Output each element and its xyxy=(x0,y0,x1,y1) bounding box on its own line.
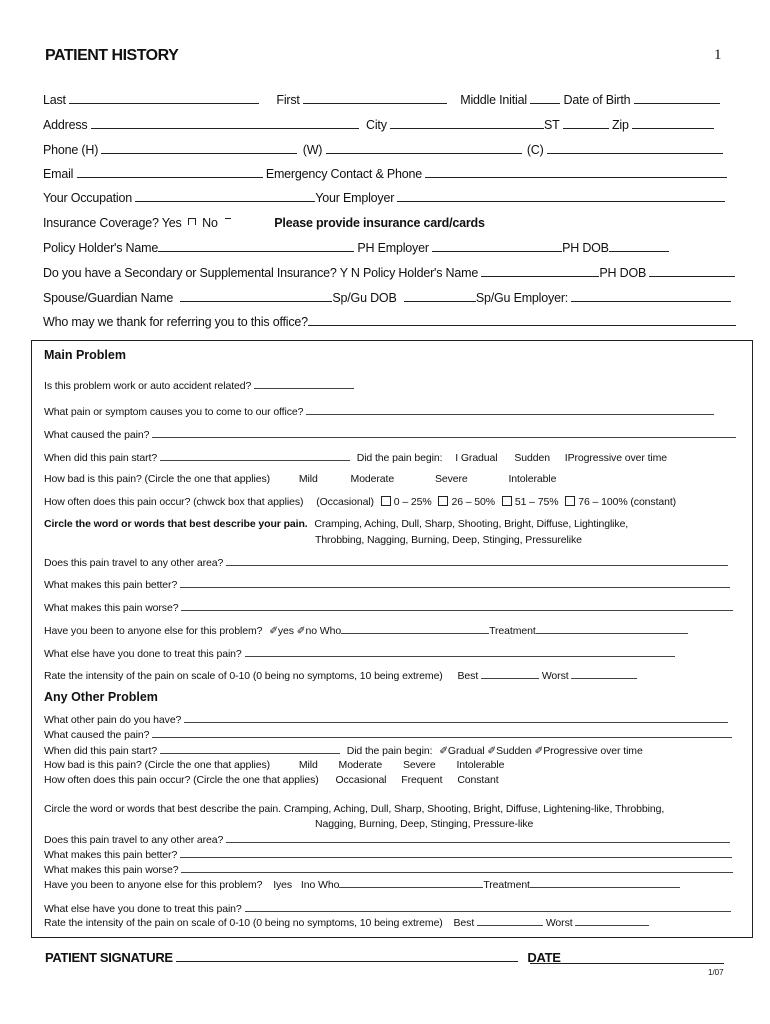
worst-label: Worst xyxy=(541,670,569,682)
occupation-row xyxy=(43,190,725,205)
occasional-label: (Occasional) xyxy=(316,496,374,508)
policy-holder-row xyxy=(43,240,669,255)
other-who-field[interactable] xyxy=(339,878,483,888)
ph-employer-label: PH Employer xyxy=(357,241,429,255)
address-label: Address xyxy=(43,118,88,132)
email-row xyxy=(43,166,727,181)
last-name-row xyxy=(43,92,720,107)
other-describe-words-2[interactable]: Nagging, Burning, Deep, Stinging, Pressure-like xyxy=(315,818,534,830)
first-label: First xyxy=(276,93,300,107)
best-field[interactable] xyxy=(481,669,539,679)
freq-checkbox-4[interactable] xyxy=(565,496,575,506)
other-travel-label: Does this pain travel to any other area? xyxy=(44,834,224,846)
other-what-else-label: What else have you done to treat this pain? xyxy=(44,903,242,915)
other-how-bad-row xyxy=(44,759,504,771)
work-auto-row xyxy=(44,379,354,392)
other-mild-option[interactable]: Mild xyxy=(298,759,318,771)
how-often-label: How often does this pain occur? (chwck box that applies) xyxy=(44,496,304,508)
other-gradual-option[interactable]: Gradual xyxy=(447,745,485,757)
main-problem-heading: Main Problem xyxy=(44,348,126,362)
work-auto-label: Is this problem work or auto accident related? xyxy=(44,380,252,392)
rate-row xyxy=(44,669,637,682)
other-anyone-row xyxy=(44,878,680,891)
first-name-field[interactable] xyxy=(303,92,447,104)
rate-label: Rate the intensity of the pain on scale of 0-10 (0 being no symptoms, 10 being extreme) xyxy=(44,670,443,682)
how-often-row xyxy=(44,496,676,508)
other-frequent-option[interactable]: Frequent xyxy=(401,774,443,786)
other-worse-field[interactable] xyxy=(181,863,733,873)
intolerable-option[interactable]: Intolerable xyxy=(508,473,557,485)
other-moderate-option[interactable]: Moderate xyxy=(338,759,383,771)
worse-row xyxy=(44,601,733,614)
referral-row xyxy=(43,314,736,329)
ph-dob2-label: PH DOB xyxy=(599,266,647,280)
other-no-option[interactable]: Ino xyxy=(300,879,316,891)
email-field[interactable] xyxy=(77,166,263,178)
what-else-field[interactable] xyxy=(245,647,675,657)
sudden-option[interactable]: Sudden xyxy=(514,452,550,464)
insurance-row xyxy=(43,216,485,230)
sp-employer-field[interactable] xyxy=(571,290,731,302)
zip-label: Zip xyxy=(611,118,629,132)
ph-dob-field[interactable] xyxy=(609,240,669,252)
who-field[interactable] xyxy=(341,624,489,634)
ph-dob2-field[interactable] xyxy=(649,265,735,277)
other-worse-row xyxy=(44,863,733,876)
date-field[interactable] xyxy=(530,963,724,964)
anyone-else-label: Have you been to anyone else for this problem? xyxy=(44,625,263,637)
phone-home-label: Phone (H) xyxy=(43,143,99,157)
state-field[interactable] xyxy=(563,117,609,129)
other-better-row xyxy=(44,848,732,861)
other-what-else-row xyxy=(44,902,731,915)
other-when-row: When did this pain start? Did the pain begin: ✐Gradual ✐Sudden ✐Progressive over time xyxy=(44,745,643,757)
who-label: Who xyxy=(319,625,342,637)
freq-option-2: 26 – 50% xyxy=(451,496,496,508)
severe-option[interactable]: Severe xyxy=(434,473,468,485)
other-what-label: What other pain do you have? xyxy=(44,714,182,726)
page-title: PATIENT HISTORY xyxy=(45,47,179,64)
secondary-insurance-row xyxy=(43,265,735,280)
other-treatment-label: Treatment xyxy=(483,879,530,891)
better-field[interactable] xyxy=(180,578,730,588)
phone-cell-field[interactable] xyxy=(547,142,723,154)
travel-row xyxy=(44,556,728,569)
policy-holder-label: Policy Holder's Name xyxy=(43,241,159,255)
gradual-option[interactable]: I Gradual xyxy=(455,452,498,464)
insurance-no-label: No xyxy=(202,216,218,230)
secondary-insurance-label: Do you have a Secondary or Supplemental Insurance? Y N Policy Holder's Name xyxy=(43,266,479,280)
other-better-field[interactable] xyxy=(180,848,732,858)
last-name-field[interactable] xyxy=(69,92,259,104)
describe-words-2[interactable]: Throbbing, Nagging, Burning, Deep, Stinging, Pressurelike xyxy=(315,534,582,546)
worse-field[interactable] xyxy=(181,601,733,611)
other-who-label: Who xyxy=(318,879,340,891)
other-best-label: Best xyxy=(453,917,475,929)
describe-label: Circle the word or words that best describe your pain. xyxy=(44,518,308,530)
progressive-option[interactable]: IProgressive over time xyxy=(564,452,668,464)
other-yes-option[interactable]: Iyes xyxy=(273,879,293,891)
what-else-row xyxy=(44,647,675,660)
city-label: City xyxy=(366,118,387,132)
other-what-field[interactable] xyxy=(184,713,728,723)
moderate-option[interactable]: Moderate xyxy=(350,473,395,485)
describe-words-1[interactable]: Cramping, Aching, Dull, Sharp, Shooting, Bright, Diffuse, Lightinglike, xyxy=(314,518,629,530)
sp-employer-label: Sp/Gu Employer: xyxy=(475,291,569,305)
how-bad-row xyxy=(44,473,556,485)
what-caused-label: What caused the pain? xyxy=(44,429,150,441)
describe-row xyxy=(44,518,628,530)
other-caused-field[interactable] xyxy=(152,728,732,738)
other-travel-field[interactable] xyxy=(226,833,730,843)
phone-row xyxy=(43,142,723,157)
travel-field[interactable] xyxy=(226,556,728,566)
insurance-yes-checkbox[interactable] xyxy=(188,218,196,225)
other-better-label: What makes this pain better? xyxy=(44,849,178,861)
travel-label: Does this pain travel to any other area? xyxy=(44,557,224,569)
freq-option-4: 76 – 100% (constant) xyxy=(578,496,677,508)
other-when-field[interactable] xyxy=(160,744,340,754)
secondary-holder-field[interactable] xyxy=(481,265,599,277)
occupation-field[interactable] xyxy=(135,190,315,202)
when-start-row xyxy=(44,451,667,464)
better-label: What makes this pain better? xyxy=(44,579,178,591)
referral-field[interactable] xyxy=(308,314,736,326)
insurance-no-checkbox[interactable] xyxy=(225,218,231,219)
other-constant-option[interactable]: Constant xyxy=(457,774,499,786)
other-sudden-option[interactable]: Sudden xyxy=(496,745,532,757)
how-bad-label: How bad is this pain? (Circle the one that applies) xyxy=(44,473,271,485)
signature-label: PATIENT SIGNATURE xyxy=(45,950,173,965)
phone-work-label: (W) xyxy=(302,143,323,157)
work-auto-field[interactable] xyxy=(254,379,354,389)
spouse-label: Spouse/Guardian Name xyxy=(43,291,174,305)
other-caused-row xyxy=(44,728,732,741)
spouse-row xyxy=(43,290,731,305)
revision-label: 1/07 xyxy=(708,968,724,977)
when-start-label: When did this pain start? xyxy=(44,452,158,464)
other-worst-field[interactable] xyxy=(575,916,649,926)
mild-option[interactable]: Mild xyxy=(298,473,318,485)
treatment-field[interactable] xyxy=(536,624,688,634)
what-pain-field[interactable] xyxy=(306,405,714,415)
policy-holder-field[interactable] xyxy=(158,240,354,252)
last-label: Last xyxy=(43,93,66,107)
sp-dob-label: Sp/Gu DOB xyxy=(332,291,397,305)
other-describe-words-1[interactable]: Circle the word or words that best describe the pain. Cramping, Aching, Dull, Sharp, Shooting, Bright, Diffuse, Lightening-like, Throbbing, xyxy=(44,803,665,815)
sp-dob-field[interactable] xyxy=(404,290,476,302)
phone-cell-label: (C) xyxy=(526,143,544,157)
insurance-note: Please provide insurance card/cards xyxy=(274,216,485,230)
other-how-often-row xyxy=(44,774,499,786)
phone-home-field[interactable] xyxy=(101,142,297,154)
address-field[interactable] xyxy=(91,117,359,129)
address-row xyxy=(43,117,714,132)
emergency-field[interactable] xyxy=(425,166,727,178)
best-label: Best xyxy=(457,670,479,682)
freq-option-3: 51 – 75% xyxy=(514,496,559,508)
ph-employer-field[interactable] xyxy=(432,240,562,252)
what-else-label: What else have you done to treat this pain? xyxy=(44,648,242,660)
other-caused-label: What caused the pain? xyxy=(44,729,150,741)
other-rate-label: Rate the intensity of the pain on scale of 0-10 (0 being no symptoms, 10 being extreme) xyxy=(44,917,443,929)
other-severe-option[interactable]: Severe xyxy=(402,759,436,771)
when-start-field[interactable] xyxy=(160,451,350,461)
other-what-else-field[interactable] xyxy=(245,902,731,912)
employer-label: Your Employer xyxy=(315,191,395,205)
dob-field[interactable] xyxy=(634,92,720,104)
insurance-label: Insurance Coverage? Yes xyxy=(43,216,182,230)
what-caused-row xyxy=(44,428,736,441)
signature-row xyxy=(45,949,561,965)
other-progressive-option[interactable]: Progressive over time xyxy=(543,745,643,757)
middle-initial-label: Middle Initial xyxy=(460,93,527,107)
dob-label: Date of Birth xyxy=(563,93,631,107)
other-anyone-label: Have you been to anyone else for this problem? xyxy=(44,879,263,891)
other-treatment-field[interactable] xyxy=(530,878,680,888)
freq-checkbox-3[interactable] xyxy=(502,496,512,506)
worse-label: What makes this pain worse? xyxy=(44,602,179,614)
page-number: 1 xyxy=(714,47,722,63)
other-rate-row xyxy=(44,916,649,929)
employer-field[interactable] xyxy=(397,190,725,202)
other-occasional-option[interactable]: Occasional xyxy=(335,774,387,786)
emergency-label: Emergency Contact & Phone xyxy=(265,167,423,181)
no-option[interactable]: no xyxy=(305,625,317,637)
freq-option-1: 0 – 25% xyxy=(393,496,432,508)
phone-work-field[interactable] xyxy=(326,142,522,154)
other-did-begin-label: Did the pain begin: xyxy=(346,745,433,757)
what-pain-row xyxy=(44,405,714,418)
better-row xyxy=(44,578,730,591)
worst-field[interactable] xyxy=(571,669,637,679)
city-field[interactable] xyxy=(390,117,544,129)
other-worse-label: What makes this pain worse? xyxy=(44,864,179,876)
other-when-label: When did this pain start? xyxy=(44,745,158,757)
anyone-else-row: Have you been to anyone else for this problem? ✐yes ✐no Who Treatment xyxy=(44,624,688,637)
ph-dob-label: PH DOB xyxy=(562,241,609,255)
freq-checkbox-2[interactable] xyxy=(438,496,448,506)
other-best-field[interactable] xyxy=(477,916,543,926)
signature-field[interactable] xyxy=(176,949,518,962)
spouse-field[interactable] xyxy=(180,290,332,302)
what-pain-label: What pain or symptom causes you to come to our office? xyxy=(44,406,304,418)
other-how-often-label: How often does this pain occur? (Circle the one that applies) xyxy=(44,774,319,786)
other-how-bad-label: How bad is this pain? (Circle the one that applies) xyxy=(44,759,271,771)
yes-option[interactable]: yes xyxy=(277,625,294,637)
date-label: DATE xyxy=(527,950,561,965)
state-label: ST xyxy=(544,118,560,132)
occupation-label: Your Occupation xyxy=(43,191,132,205)
what-caused-field[interactable] xyxy=(152,428,736,438)
other-worst-label: Worst xyxy=(545,917,573,929)
middle-initial-field[interactable] xyxy=(530,92,560,104)
email-label: Email xyxy=(43,167,74,181)
other-problem-heading: Any Other Problem xyxy=(44,690,158,704)
freq-checkbox-1[interactable] xyxy=(381,496,391,506)
referral-label: Who may we thank for referring you to this office? xyxy=(43,315,308,329)
zip-field[interactable] xyxy=(632,117,714,129)
other-intolerable-option[interactable]: Intolerable xyxy=(456,759,505,771)
other-what-row xyxy=(44,713,728,726)
other-travel-row xyxy=(44,833,730,846)
treatment-label: Treatment xyxy=(489,625,536,637)
did-begin-label: Did the pain begin: xyxy=(356,452,443,464)
